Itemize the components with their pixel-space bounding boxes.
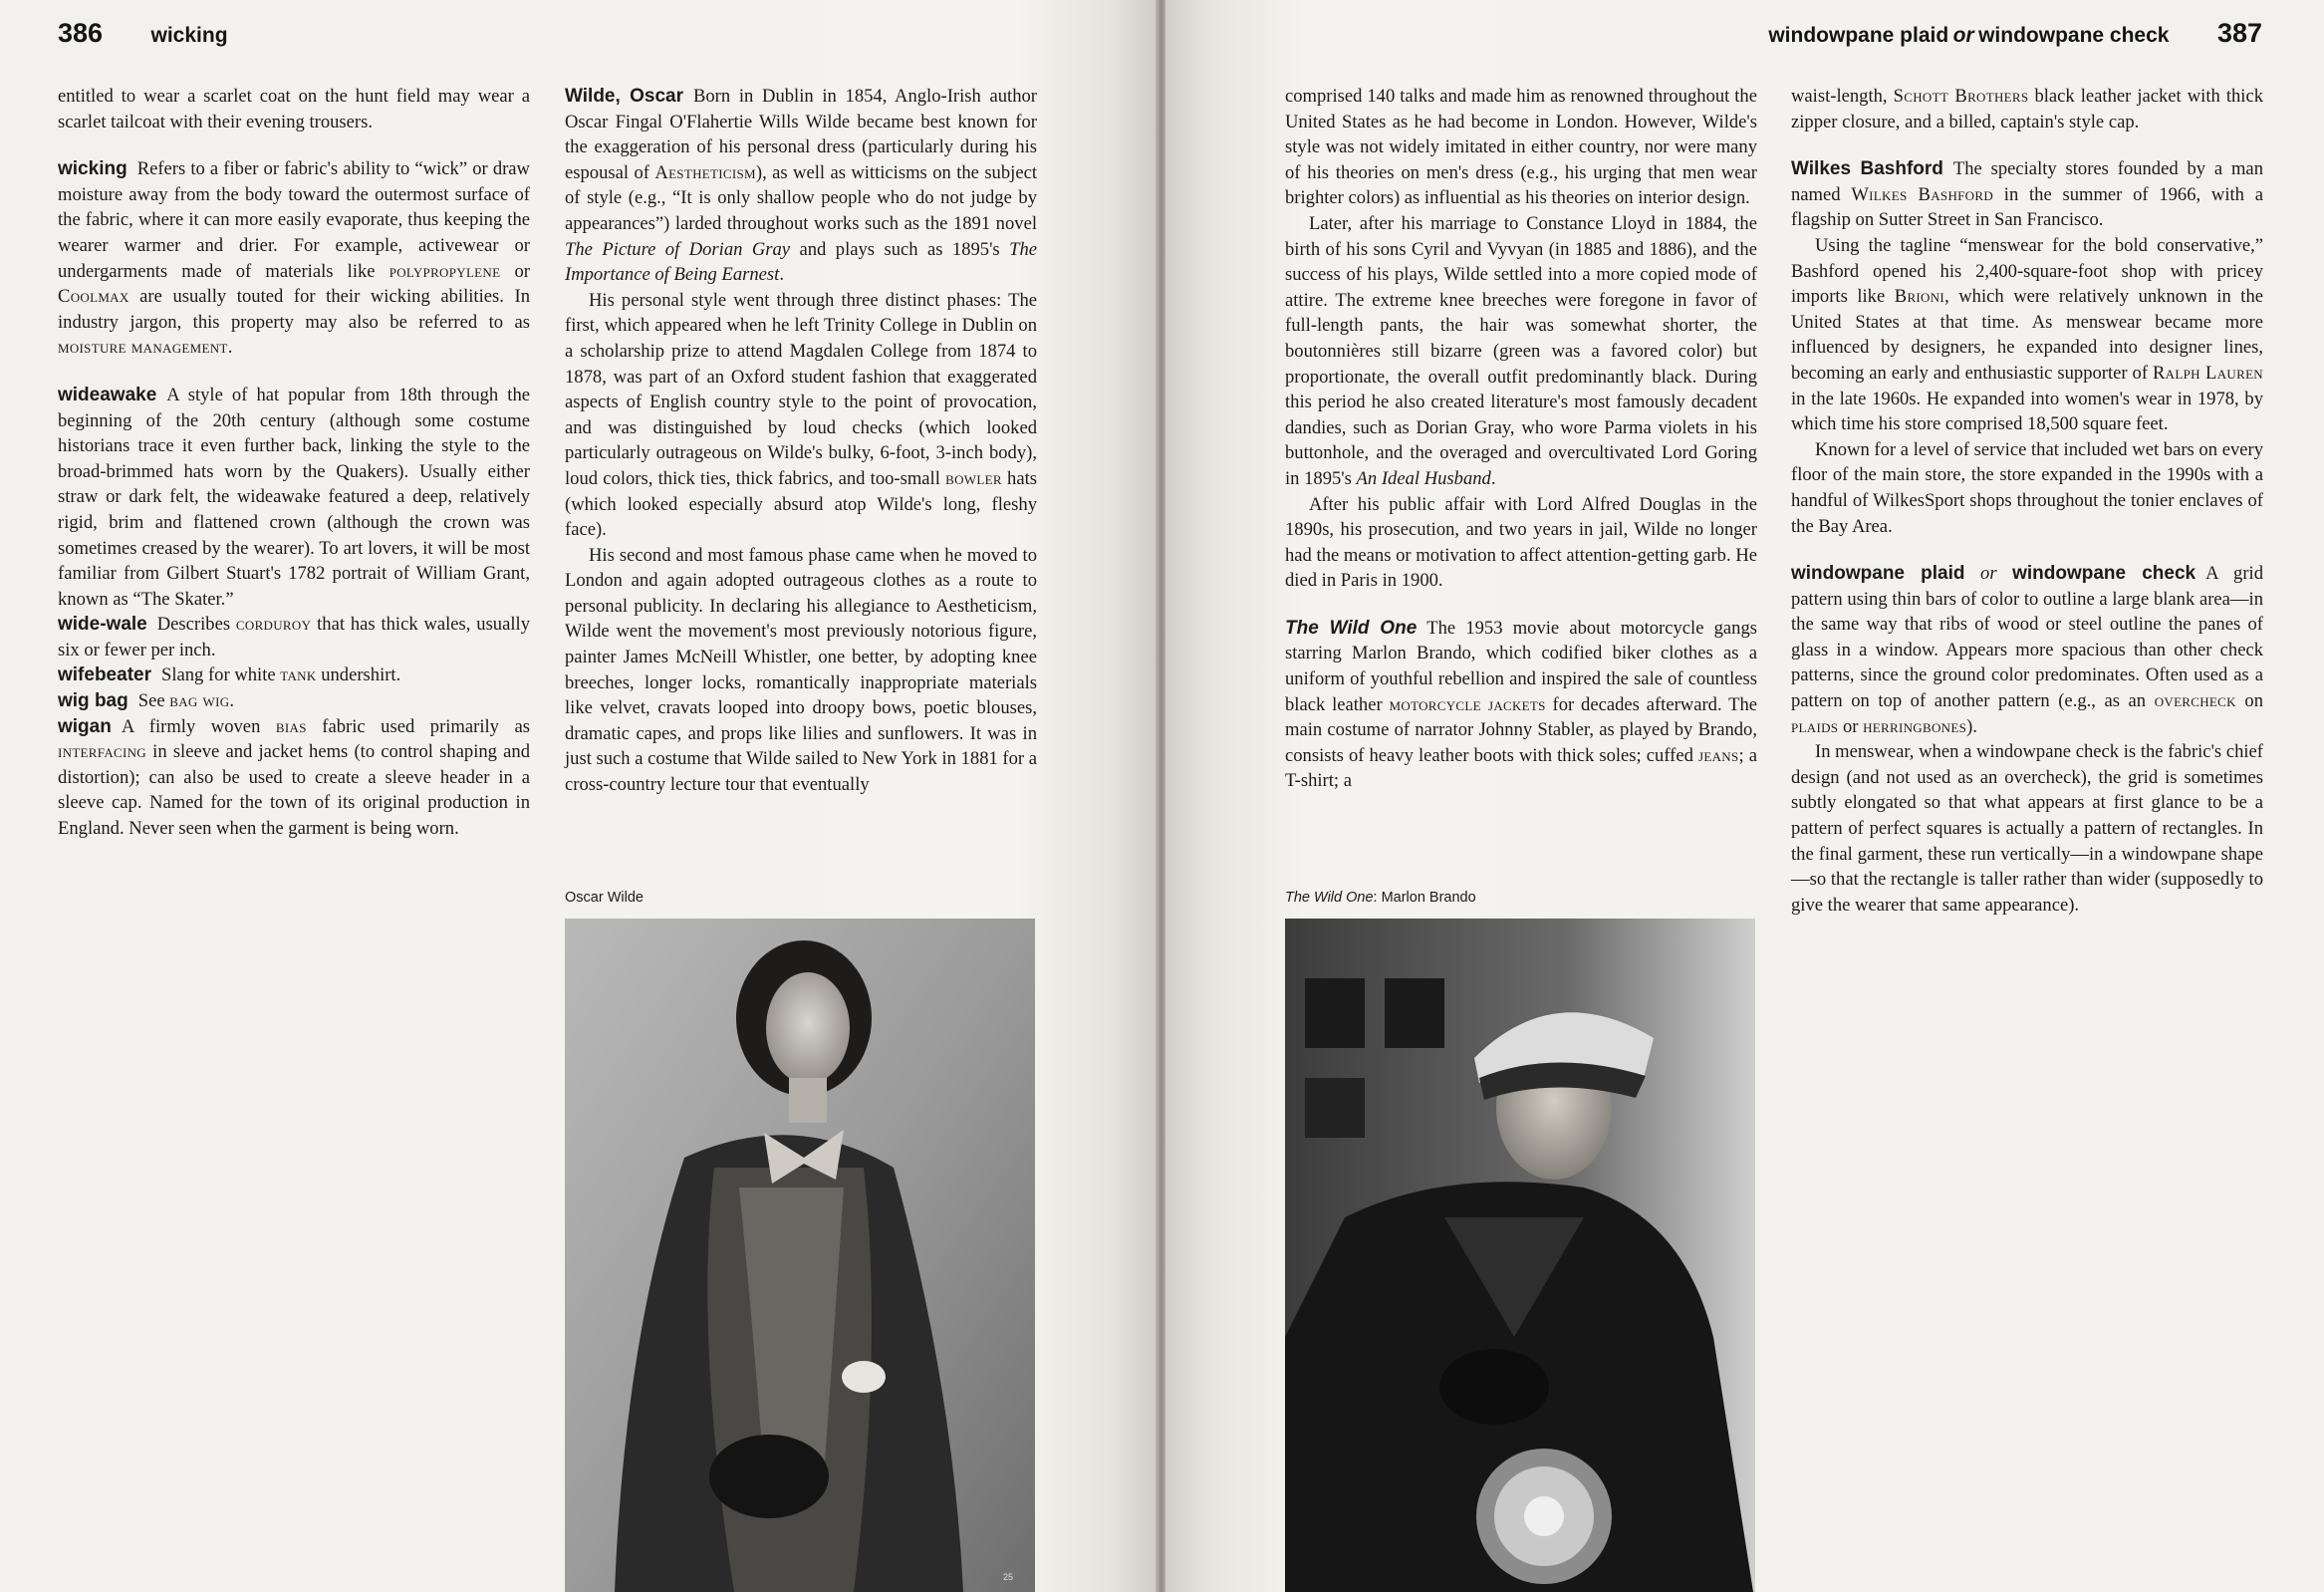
entry-term: wide-wale [58,614,147,636]
entry-wilkes-bashford [1791,156,2263,233]
cross-reference: Schott Brothers [1893,86,2029,107]
cross-reference: Coolmax [58,286,129,308]
entry-text: A style of hat popular from 18th through the beginning of the 20th century (although some costume historians trace it even further back, linking the style to the broad-brimmed hats worn by the Quakers). Usually either straw or dark felt, the wideawake featured a deep, relatively rigid, brim and flattened crown (although the crown was sometimes creased by the wearer). To art lovers, it will be most familiar from Gilbert Stuart's 1782 portrait of William Grant, known as “The Skater.” [58,384,530,610]
entry-term: windowpane plaid [1791,563,1965,585]
paragraph-text: His personal style went through three distinct phases: The first, which appeared when he left Trinity College in Dublin on a scholarship prize to attend Magdalen College from 1874 to 1878, was part of an Oxford student fashion that exaggerated aspects of English country style to the point of provocation, and was distinguished by loud checks (which looked particularly outrageous on Wilde's bulky, 6-foot, 3-inch body), loud colors, thick ties, thick fabrics, and too-small [565,289,1037,489]
entry-term: wideawake [58,384,157,405]
entry-wifebeater [58,663,530,688]
cross-reference: herringbones [1863,715,1967,737]
entry-term: Wilkes Bashford [1791,158,1943,180]
entry-text: . [227,337,233,359]
entry-text: Born in Dublin in 1854, Anglo-Irish author Oscar Fingal O'Flahertie Wills Wilde became best known for the exaggeration of his personal dress (particularly during his espousal of [565,86,1037,183]
entry-term: wig bag [58,690,129,712]
left-column-1 [58,84,530,842]
entry-wide-wale [58,612,530,663]
work-title: An Ideal Husband [1356,467,1491,489]
entry-term: The Wild One [1285,617,1418,639]
left-folio: 386 [58,18,104,48]
entry-term-or: or [1980,563,1997,585]
paragraph: His second and most famous phase came when he moved to London and again adopted outrageous clothes as a route to personal publicity. In declaring his allegiance to Aestheticism, Wilde went the movement's most previously notorious figure, painter James McNeill Whistler, one better, by adopting knee breeches, longer locks, romantically inappropriate materials like velvet, cravats looped into droopy bows, poetic blouses, dramatic capes, and props like lilies and sunflowers. It was in just such a costume that Wilde sailed to New York in 1881 for a cross-country lecture tour that eventually [565,544,1038,796]
entry-text: The 1953 movie about motorcycle gangs starring Marlon Brando, which codified biker clothes as a uniform of youthful rebellion and inspired the sale of countless black leather [1285,617,1758,715]
paragraph [1791,84,2263,134]
right-page [1165,0,2324,1592]
entry-wicking [58,156,530,361]
cross-reference: interfacing [58,741,146,763]
paragraph: After his public affair with Lord Alfred Douglas in the 1890s, his prosecution, and two years in jail, Wilde no longer had the means or motivation to affect attention-getting garb. He died in Paris in 1900. [1285,493,1757,592]
entry-text: Describes [156,614,236,636]
entry-wideawake [58,383,530,612]
entry-text: A firmly woven [121,715,276,737]
cross-reference: Wilkes Bashford [1851,183,1994,205]
paragraph-text: , which were relatively unknown in the United States at that time. As menswear became more influenced by designers, he expanded into designer lines, becoming an early and enthusiastic supporter of [1791,286,2264,384]
right-headword-b: windowpane check [1978,24,2170,47]
entry-text: ; a T-shirt; a [1285,744,1757,792]
entry-text: on [2235,690,2264,712]
caption-text: : Marlon Brando [1373,890,1476,906]
cross-reference: plaids [1791,715,1839,737]
paragraph-text: in the late 1960s. He expanded into women's wear in 1978, by which time his store comprised 18,500 square feet. [1791,388,2263,435]
right-column-2 [1791,84,2263,918]
entry-text: Refers to a fiber or fabric's ability to “wick” or draw moisture away from the body toward the outermost surface of the fabric, where it can more easily evaporate, thus keeping the wearer warmer and drier. For example, activewear or undergarments made of materials like [58,158,530,282]
entry-text: ). [1966,715,1977,737]
entry-text: and plays such as 1895's [790,238,1010,260]
cross-reference: bowler [945,467,1002,489]
left-page [0,0,1158,1592]
entry-term: wifebeater [58,664,151,686]
entry-text: for decades afterward. The main costume of narrator Johnny Stabler, as played by Brando, consists of heavy leather boots with thick soles; cuffed [1285,693,1757,766]
entry-text: or [1838,715,1864,737]
entry-wig-bag [58,688,530,714]
cross-reference: Brioni [1894,286,1945,308]
entry-text: Slang for white [160,664,281,686]
cross-reference: overcheck [2154,690,2236,712]
cross-reference: moisture management [58,337,228,359]
work-title: The Picture of Dorian Gray [565,238,791,260]
entry-text: or [500,260,530,282]
marlon-brando-photo [1285,919,1755,1592]
caption-film-title: The Wild One [1285,890,1374,906]
paragraph [1791,233,2263,437]
entry-wilde-oscar [565,84,1037,288]
marlon-brando-still-image [1285,919,1755,1592]
right-folio: 387 [2216,18,2262,48]
entry-text: in the summer of 1966, with a flagship on Sutter Street in San Francisco. [1791,183,2263,231]
paragraph: Known for a level of service that included wet bars on every floor of the main store, the store expanded in the 1990s with a handful of WilkesSport shops throughout the tonier enclaves of the Bay Area. [1791,438,2263,537]
cross-reference: bag wig [169,690,230,712]
entry-term: windowpane check [2012,563,2196,585]
continuation-text: entitled to wear a scarlet coat on the hunt field may wear a scarlet tailcoat with their evening trousers. [58,86,530,133]
right-column-1 [1285,84,1757,794]
paragraph: comprised 140 talks and made him as renowned throughout the United States as he had become in London. However, Wilde's style was not widely imitated in either country, nor were many of his theories on men's dress (e.g., his urging that men wear brighter colors) as influential as his theories on interior design. [1285,86,1757,209]
entry-text: ), as well as witticisms on the subject of style (e.g., “It is only shallow people who do not judge by appearances”) larded throughout works such as the 1891 novel [565,161,1037,234]
cross-reference: motorcycle jackets [1389,693,1546,715]
paragraph-text: waist-length, [1791,86,1894,107]
entry-text: undershirt. [316,664,401,686]
photo-mark: 25 [1003,1572,1014,1582]
work-title: The Importance of Being Earnest [565,238,1037,286]
cross-reference: polypropylene [388,260,501,282]
cross-reference: bias [275,715,307,737]
paragraph [565,288,1037,543]
entry-windowpane [1791,561,2263,739]
entry-text: in sleeve and jacket hems (to control shaping and distortion); can also be used to create a sleeve header in a sleeve cap. Named for the town of its original production in England. Never seen when the garment is being worn. [58,741,530,840]
entry-term: Wilde, Oscar [565,86,683,107]
entry-text: fabric used primarily as [306,715,530,737]
cross-reference: tank [280,664,317,686]
oscar-wilde-portrait-image [565,919,1035,1592]
left-headword: wicking [150,24,228,47]
paragraph-text: black leather jacket with thick zipper closure, and a billed, captain's style cap. [1791,86,2263,133]
paragraph-text: Later, after his marriage to Constance Lloyd in 1884, the birth of his sons Cyril and Vyvyan (in 1885 and 1886), and the success of his plays, Wilde settled into a more copied mode of attire. The extreme knee breeches were foregone in favor of full-length pants, the hair was somewhat shorter, the boutonnières still bizarre (green was a favored color) but proportionate, the overall outfit predominantly black. During this period he also created literature's most famously decadent dandies, such as Dorian Gray, who wore Parma violets in his buttonhole, and the overaged and overcultivated Lord Goring in 1895's [1285,212,1757,489]
entry-text: that has thick wales, usually six or fewer per inch. [58,614,530,661]
entry-text: . [779,264,784,286]
entry-text: are usually touted for their wicking abilities. In industry jargon, this property may also be referred to as [58,286,530,333]
paragraph [1285,211,1757,492]
paragraph: In menswear, when a windowpane check is the fabric's chief design (and not used as an overcheck), the grid is sometimes subtly elongated so that what appears at first glance to be a pattern of perfect squares is actually a pattern of rectangles. In the final garment, these run vertically—in a windowpane shape—so that the rectangle is taller rather than wider (supposedly to give the wearer that same appearance). [1791,741,2263,916]
paragraph-text: . [1490,467,1496,489]
cross-reference: jeans [1697,744,1739,766]
photo-caption-the-wild-one [1285,890,1476,906]
entry-text: The specialty stores founded by a man named [1791,158,2263,205]
paragraph-text: hats (which looked especially absurd atop Wilde's long, fleshy face). [565,467,1037,541]
right-headword-a: windowpane plaid [1768,24,1949,47]
entry-text: A grid pattern using thin bars of color to outline a large blank area—in the same way that ribs of wood or steel outline the panes of glass in a window. Appears more spacious than other check patterns, since the ground color predominates. Often used as a pattern on top of another pattern (e.g., as an [1791,563,2263,712]
entry-text: . [229,690,235,712]
cross-reference: Ralph Lauren [2152,362,2263,384]
entry-text: See [137,690,170,712]
oscar-wilde-photo [565,919,1035,1592]
paragraph-text: Using the tagline “menswear for the bold conservative,” Bashford opened his 2,400-square-foot shop with pricey imports like [1791,234,2263,308]
entry-wigan [58,714,530,842]
left-running-head [58,18,228,49]
cross-reference: Aestheticism [654,161,756,183]
photo-caption-oscar-wilde: Oscar Wilde [565,890,644,906]
entry-term: wicking [58,158,128,180]
left-column-2 [565,84,1037,798]
entry-term: wigan [58,715,112,737]
right-running-head [1768,18,2262,49]
entry-the-wild-one [1285,616,1757,794]
right-headword-or: or [1952,24,1974,47]
cross-reference: corduroy [235,614,312,636]
